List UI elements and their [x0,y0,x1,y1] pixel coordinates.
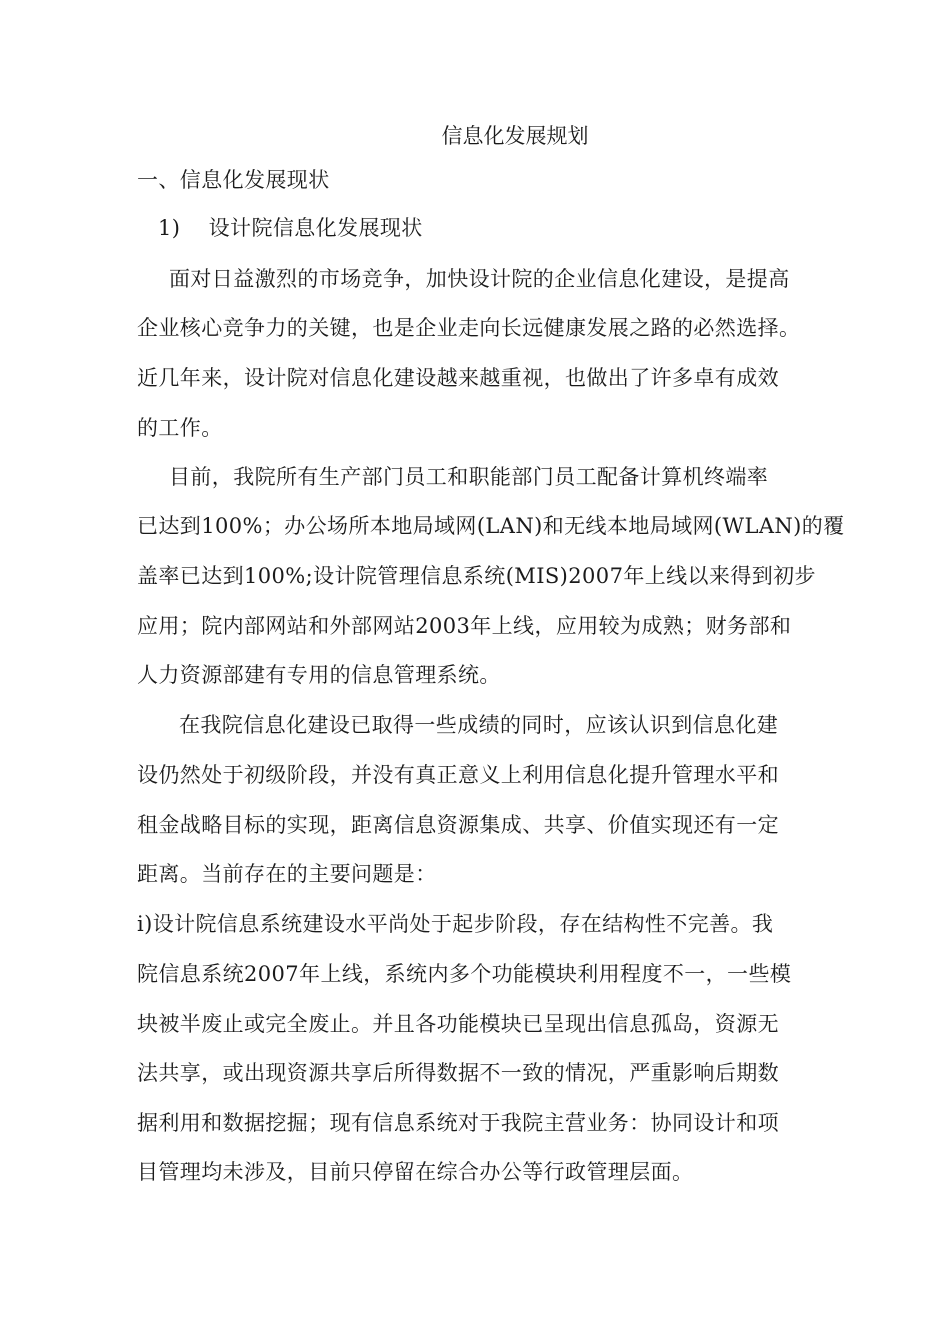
paragraph-line: 租金战略目标的实现，距离信息资源集成、共享、价值实现还有一定 [137,813,779,837]
paragraph-line: i)设计院信息系统建设水平尚处于起步阶段，存在结构性不完善。我 [137,912,774,936]
section-heading: 一、信息化发展现状 [137,168,330,192]
paragraph-line: 企业核心竞争力的关键，也是企业走向长远健康发展之路的必然选择。 [137,316,801,340]
document-title: 信息化发展规划 [441,124,589,148]
paragraph-line: 人力资源部建有专用的信息管理系统。 [137,663,501,687]
paragraph-line: 已达到100%；办公场所本地局域网(LAN)和无线本地局域网(WLAN)的覆 [137,514,845,538]
paragraph-line: 在我院信息化建设已取得一些成绩的同时，应该认识到信息化建 [179,713,779,737]
paragraph-line: 盖率已达到100%;设计院管理信息系统(MIS)2007年上线以来得到初步 [137,564,816,588]
paragraph-line: 目管理均未涉及，目前只停留在综合办公等行政管理层面。 [137,1160,694,1184]
paragraph-line: 块被半废止或完全废止。并且各功能模块已呈现出信息孤岛，资源无 [137,1012,779,1036]
subsection-heading: 1) 设计院信息化发展现状 [158,216,423,240]
paragraph-line: 距离。当前存在的主要问题是： [137,862,437,886]
paragraph-line: 设仍然处于初级阶段，并没有真正意义上利用信息化提升管理水平和 [137,763,779,787]
paragraph-line: 目前，我院所有生产部门员工和职能部门员工配备计算机终端率 [169,465,769,489]
paragraph-line: 应用；院内部网站和外部网站2003年上线，应用较为成熟；财务部和 [137,614,792,638]
paragraph-line: 的工作。 [137,416,223,440]
paragraph-line: 院信息系统2007年上线，系统内多个功能模块利用程度不一，一些模 [137,962,792,986]
paragraph-line: 据利用和数据挖掘；现有信息系统对于我院主营业务：协同设计和项 [137,1111,779,1135]
paragraph-line: 面对日益激烈的市场竞争，加快设计院的企业信息化建设，是提高 [169,267,790,291]
paragraph-line: 法共享，或出现资源共享后所得数据不一致的情况，严重影响后期数 [137,1061,779,1085]
paragraph-line: 近几年来，设计院对信息化建设越来越重视，也做出了许多卓有成效 [137,366,779,390]
